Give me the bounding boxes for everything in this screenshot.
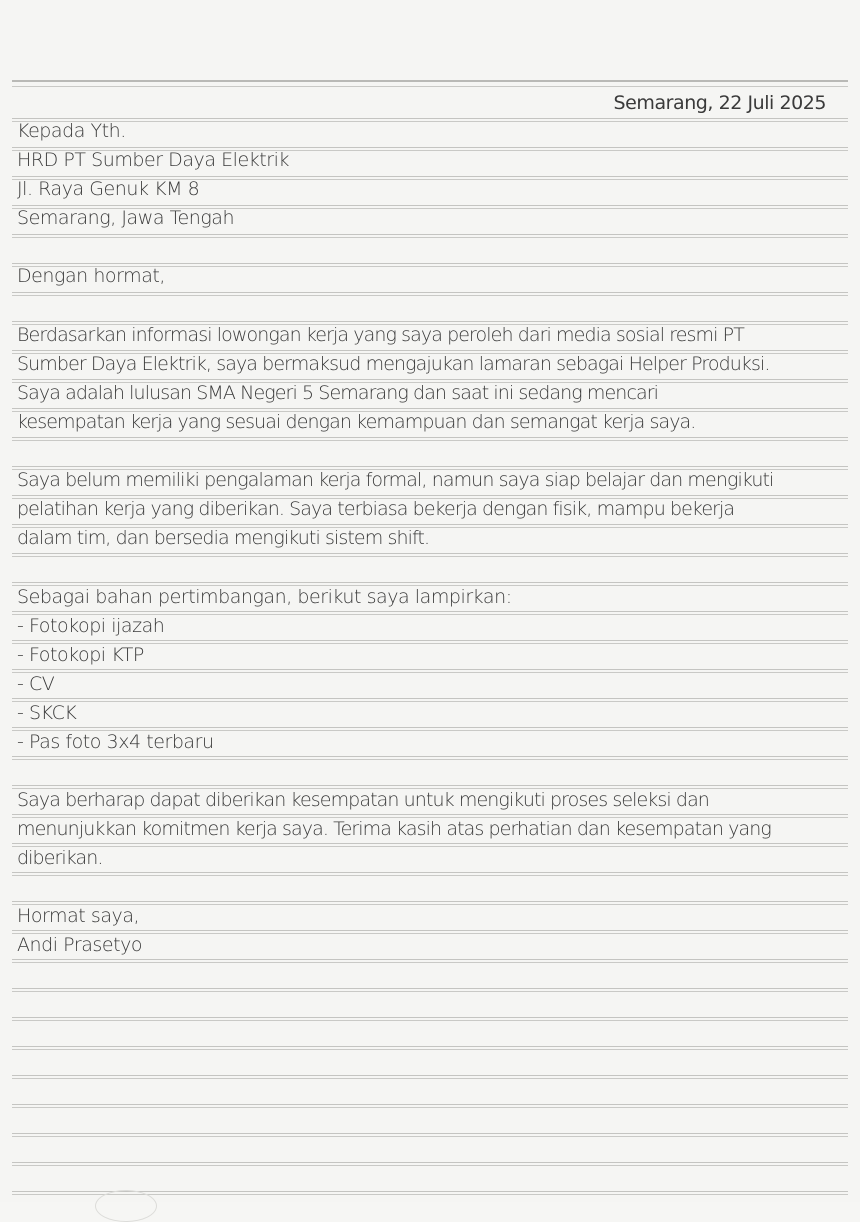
ruled-line (12, 1017, 848, 1018)
paper-stamp-mark (95, 1190, 157, 1222)
recipient-line-3: Jl. Raya Genuk KM 8 (17, 178, 200, 200)
ruled-line (12, 959, 848, 960)
attachment-item: - Fotokopi KTP (17, 644, 144, 666)
ruled-line (12, 437, 848, 438)
ruled-line (12, 875, 848, 876)
paragraph-1-line-4: kesempatan kerja yang sesuai dengan kemampuan dan semangat kerja saya. (17, 411, 696, 433)
ruled-line (12, 756, 848, 757)
ruled-line (12, 234, 848, 235)
closing-paragraph-line-3: diberikan. (17, 847, 103, 869)
ruled-line (12, 962, 848, 963)
ruled-line (12, 1020, 848, 1021)
ruled-line (12, 440, 848, 441)
ruled-line (12, 295, 848, 296)
ruled-line (12, 1104, 848, 1105)
ruled-line (12, 988, 848, 989)
ruled-line (12, 556, 848, 557)
recipient-line-2: HRD PT Sumber Daya Elektrik (17, 149, 290, 171)
ruled-line (12, 1078, 848, 1079)
ruled-line (12, 1136, 848, 1137)
recipient-line-4: Semarang, Jawa Tengah (17, 207, 235, 229)
ruled-line (12, 759, 848, 760)
attachment-item: - Pas foto 3x4 terbaru (17, 731, 214, 753)
paragraph-2-line-1: Saya belum memiliki pengalaman kerja formal, namun saya siap belajar dan mengikuti (17, 469, 774, 491)
paragraph-2-line-2: pelatihan kerja yang diberikan. Saya terbiasa bekerja dengan fisik, mampu bekerja (17, 498, 735, 520)
ruled-line (12, 1133, 848, 1134)
recipient-line-1: Kepada Yth. (17, 120, 126, 142)
attachment-item: - Fotokopi ijazah (17, 615, 165, 637)
ruled-line (12, 1107, 848, 1108)
signature-name: Andi Prasetyo (17, 934, 143, 956)
paragraph-1-line-3: Saya adalah lulusan SMA Negeri 5 Semarang dan saat ini sedang mencari (17, 382, 659, 404)
paragraph-1-line-1: Berdasarkan informasi lowongan kerja yang saya peroleh dari media sosial resmi PT (17, 324, 744, 346)
ruled-line (12, 1046, 848, 1047)
ruled-line (12, 1049, 848, 1050)
letter-date: Semarang, 22 Juli 2025 (613, 92, 826, 114)
ruled-line (12, 237, 848, 238)
ruled-line (12, 553, 848, 554)
closing-salutation: Hormat saya, (17, 905, 140, 927)
ruled-line (12, 1162, 848, 1163)
paragraph-1-line-2: Sumber Daya Elektrik, saya bermaksud mengajukan lamaran sebagai Helper Produksi. (17, 353, 770, 375)
salutation: Dengan hormat, (17, 265, 165, 287)
attachment-item: - SKCK (17, 702, 77, 724)
attachments-intro: Sebagai bahan pertimbangan, berikut saya lampirkan: (17, 586, 512, 608)
closing-paragraph-line-1: Saya berharap dapat diberikan kesempatan untuk mengikuti proses seleksi dan (17, 789, 709, 811)
ruled-line (12, 292, 848, 293)
attachment-item: - CV (17, 673, 55, 695)
ruled-line (12, 872, 848, 873)
closing-paragraph-line-2: menunjukkan komitmen kerja saya. Terima kasih atas perhatian dan kesempatan yang (17, 818, 771, 840)
ruled-line (12, 1075, 848, 1076)
paragraph-2-line-3: dalam tim, dan bersedia mengikuti sistem shift. (17, 527, 430, 549)
ruled-line (12, 1165, 848, 1166)
ruled-line (12, 991, 848, 992)
